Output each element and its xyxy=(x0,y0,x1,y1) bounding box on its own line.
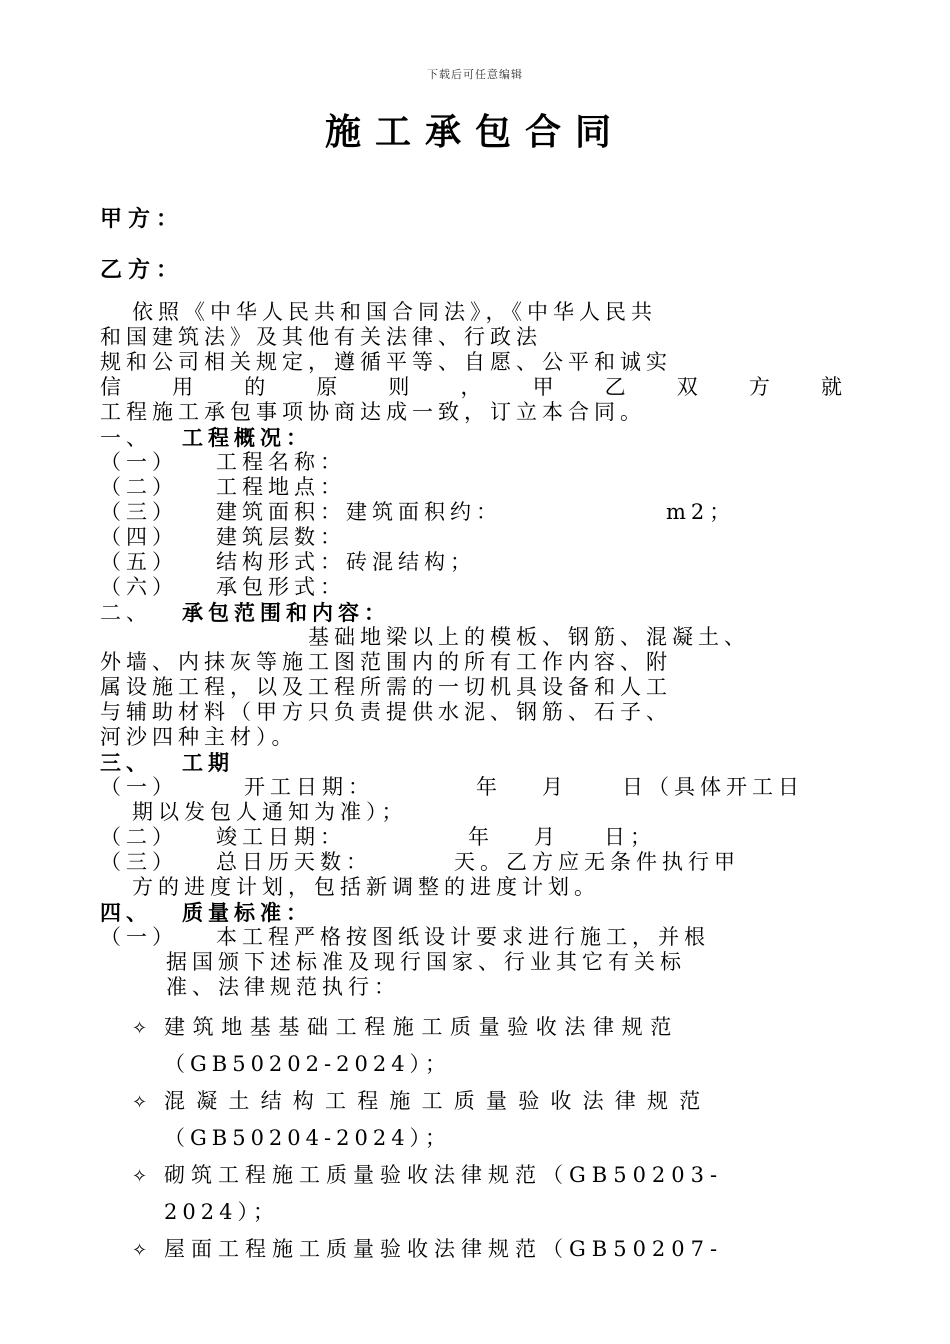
standard-item-cont: （GB50204-2024）； xyxy=(164,1126,452,1150)
section-3-item: （一） 开工日期： 年 月 日（具体开工日 xyxy=(100,775,804,799)
diamond-bullet-icon: ✧ xyxy=(132,1240,153,1261)
diamond-bullet-icon: ✧ xyxy=(132,1018,153,1039)
preamble-line-4 xyxy=(100,375,842,400)
section-3-item-cont: 期以发包人通知为准）； xyxy=(132,800,408,824)
section-3-item-cont: 方的进度计划，包括新调整的进度计划。 xyxy=(132,875,600,899)
section-1-item: （六） 承包形式： xyxy=(100,575,346,599)
section-title: 工程概况： xyxy=(182,425,312,450)
preamble-line-3: 规和公司相关规定，遵循平等、自愿、公平和诚实 xyxy=(100,350,672,374)
section-1-item: （五） 结构形式：砖混结构； xyxy=(100,550,476,574)
preamble-char: 甲 xyxy=(532,375,554,399)
standard-item: ✧ 混凝土结构工程施工质量验收法律规范 xyxy=(100,1083,842,1120)
section-2-line: 外墙、内抹灰等施工图范围内的所有工作内容、附 xyxy=(100,650,672,674)
diamond-bullet-icon: ✧ xyxy=(132,1092,153,1113)
diamond-bullet-icon: ✧ xyxy=(132,1166,153,1187)
section-2-heading xyxy=(100,600,842,625)
section-2-line: 属设施工程，以及工程所需的一切机具设备和人工 xyxy=(100,675,672,699)
standard-item: ✧ 屋面工程施工质量验收法律规范（GB50207- xyxy=(100,1231,842,1268)
preamble-char: 乙 xyxy=(604,375,626,399)
section-number: 四、 xyxy=(100,900,152,925)
section-title: 质量标准： xyxy=(182,900,312,925)
standard-item: ✧ 砌筑工程施工质量验收法律规范（GB50203- xyxy=(100,1157,842,1194)
section-2-line: 与辅助材料（甲方只负责提供水泥、钢筋、石子、 xyxy=(100,700,672,724)
preamble-char: 的 xyxy=(244,375,266,399)
section-4-item-cont: 准、法律规范执行： xyxy=(166,975,400,999)
preamble-line-1: 依照《中华人民共和国合同法》，《中华人民共 xyxy=(132,300,657,324)
standard-item-cont: 2024）； xyxy=(164,1200,279,1224)
section-1-heading xyxy=(100,425,842,450)
section-number: 一、 xyxy=(100,426,152,450)
preamble-char: 则 xyxy=(388,375,410,399)
preamble-char: 方 xyxy=(748,375,770,399)
preamble-line-2: 和国建筑法》及其他有关法律、行政法 xyxy=(100,325,542,349)
section-title: 工期 xyxy=(182,750,234,775)
standard-item: ✧ 建筑地基基础工程施工质量验收法律规范 xyxy=(100,1009,842,1046)
section-1-item: （二） 工程地点： xyxy=(100,475,346,499)
section-2-line: 河沙四种主材）。 xyxy=(100,725,298,749)
preamble-char: 原 xyxy=(316,375,338,399)
section-3-heading xyxy=(100,750,842,775)
preamble-char: 就 xyxy=(820,375,842,399)
section-4-item: （一） 本工程严格按图纸设计要求进行施工，并根 xyxy=(100,925,710,949)
party-b-label: 乙方： xyxy=(100,257,185,283)
preamble-line-5: 工程施工承包事项协商达成一致，订立本合同。 xyxy=(100,400,646,424)
preamble-char: ， xyxy=(460,375,482,399)
party-a-label: 甲方： xyxy=(100,206,185,232)
section-4-item-cont: 据国颁下述标准及现行国家、行业其它有关标 xyxy=(166,950,686,974)
section-3-item: （二） 竣工日期： 年 月 日； xyxy=(100,825,656,849)
preamble-char: 信 xyxy=(100,375,121,399)
page-title: 施工承包合同 xyxy=(324,111,625,153)
section-number: 三、 xyxy=(100,750,152,775)
section-1-item: （三） 建筑面积：建筑面积约： m2； xyxy=(100,500,736,524)
contract-body xyxy=(100,300,842,1268)
section-2-line: 基础地梁以上的模板、钢筋、混凝土、 xyxy=(308,625,750,649)
section-1-item: （一） 工程名称： xyxy=(100,450,346,474)
section-3-item: （三） 总日历天数： 天。乙方应无条件执行甲 xyxy=(100,850,740,874)
standard-item-cont: （GB50202-2024）； xyxy=(164,1052,452,1076)
section-1-item: （四） 建筑层数： xyxy=(100,525,346,549)
section-4-heading xyxy=(100,900,842,925)
section-title: 承包范围和内容： xyxy=(182,600,390,625)
preamble-char: 用 xyxy=(172,375,194,399)
header-note: 下载后可任意编辑 xyxy=(427,68,523,81)
section-number: 二、 xyxy=(100,601,152,625)
preamble-char: 双 xyxy=(676,375,698,399)
